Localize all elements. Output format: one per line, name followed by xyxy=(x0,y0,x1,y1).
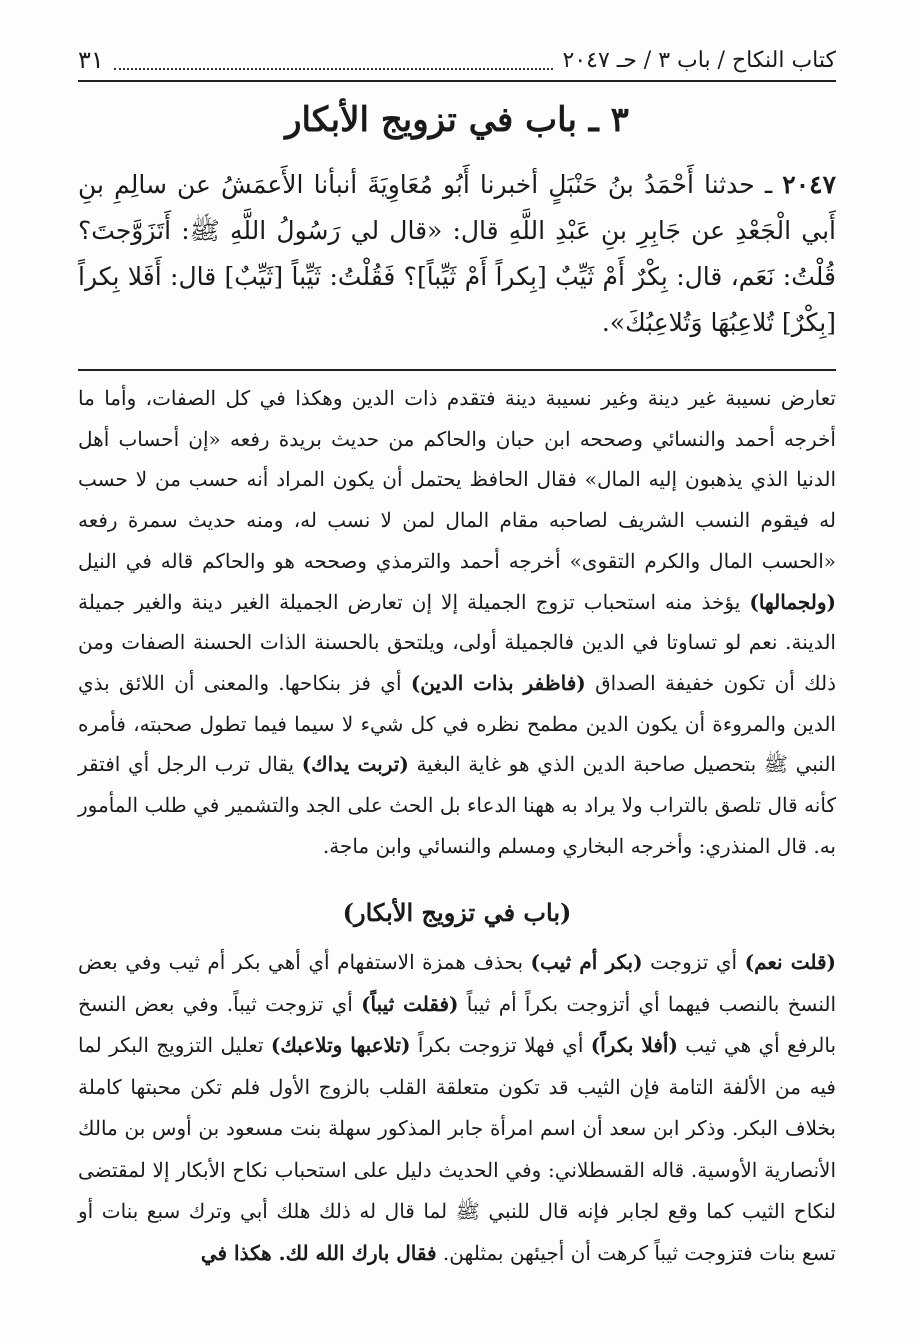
commentary-paragraph-2 xyxy=(78,942,836,1274)
commentary-text: أي فز بنكاحها. والمعنى أن اللائق بذي الدين والمروءة أن يكون الدين مطمح نظره في كل شيء لا سيما فيما تطول صحبته، فأمره النبي ﷺ بتحصيل صاحبة الدين الذي هو غاية البغية xyxy=(78,670,836,777)
commentary-term: (أفلا بكراً) xyxy=(590,1033,678,1057)
footnote-separator xyxy=(78,369,836,371)
commentary-text: تعارض نسيبة غير دينة وغير نسيبة دينة فتقدم ذات الدين وهكذا في كل الصفات، وأما ما أخرجه أحمد والنسائي وصححه ابن حبان والحاكم من حديث بريدة رفعه «إن أحساب أهل الدنيا الذي يذهبون إليه المال» فقال الحافظ يحتمل أن يكون المراد أنه حسب من لا حسب له فيقوم النسب الشريف لصاحبه مقام المال لمن لا نسب له، ومنه حديث سمرة رفعه «الحسب المال والكرم التقوى» أخرجه أحمد والترمذي وصححه هو والحاكم قاله في النيل xyxy=(78,386,836,573)
commentary-text: تعليل التزويج البكر لما فيه من الألفة التامة فإن الثيب قد تكون متعلقة القلب بالزوج الأول فلم تكن محبتها كاملة بخلاف البكر. وذكر ابن سعد أن اسم امرأة جابر المذكور سهلة بنت مسعود بن أوس بن مالك الأنصارية الأوسية. قاله القسطلاني: وفي الحديث دليل على استحباب نكاح الأبكار إلا لمقتضى لنكاح الثيب كما وقع لجابر فإنه قال للنبي ﷺ لما قال له ذلك هلك أبي وترك سبع بنات أو تسع بنات فتزوجت ثيباً كرهت أن أجيئهن بمثلهن. xyxy=(78,1033,836,1265)
header-dot-leader xyxy=(114,50,553,70)
chapter-heading: ٣ ـ باب في تزويج الأبكار xyxy=(285,100,629,140)
commentary-text: أي فهلا تزوجت بكراً xyxy=(417,1033,584,1057)
hadith-text xyxy=(78,162,836,346)
commentary-text: يؤخذ منه استحباب تزوج الجميلة إلا إن تعارض الجميلة الغير دينة والغير جميلة الدينة. نعم لو تساوتا في الدين فالجميلة أولى، ويلتحق بالحسنة الذات الحسنة الصفات ومن ذلك أن تكون خفيفة الصداق xyxy=(78,589,836,695)
commentary-paragraph xyxy=(78,378,836,866)
commentary-term: (تلاعبها وتلاعبك) xyxy=(270,1033,411,1057)
commentary-term: (فاظفر بذات الدين) xyxy=(410,670,586,695)
commentary-term: (ولجمالها) xyxy=(749,589,837,614)
commentary-text: بحذف همزة الاستفهام أي أهي بكر أم ثيب وفي بعض النسخ بالنصب فيهما أي أتزوجت بكراً أم ثيباً xyxy=(78,950,837,1016)
commentary-text: يقال ترب الرجل أي افتقر كأنه قال تلصق بالتراب ولا يراد به ههنا الدعاء بل الحث على الجد والتشمير في طلب المأمور به. قال المنذري: وأخرجه البخاري ومسلم والنسائي وابن ماجة. xyxy=(78,752,836,858)
hadith-number: ٢٠٤٧ xyxy=(782,170,836,199)
sub-heading: (باب في تزويج الأبكار) xyxy=(342,898,572,927)
page-number: ٣١ xyxy=(78,46,104,74)
hadith-body: ـ حدثنا أَحْمَدُ بنُ حَنْبَلٍ أخبرنا أَبُو مُعَاوِيَةَ أنبأنا الأَعمَشُ عن سالِمِ بنِ أَبي الْجَعْدِ عن جَابِرِ بنِ عَبْدِ اللَّهِ قال: «قال لي رَسُولُ اللَّهِ ﷺ: أَتَزَوَّجتَ؟ قُلْتُ: نَعَم، قال: بِكْرٌ أَمْ ثَيِّبٌ [بِكراً أَمْ ثَيِّباً]؟ فَقُلْتُ: ثَيِّباً [ثَيِّبٌ] قال: أَفَلا بِكراً [بِكْرٌ] تُلاعِبُهَا وَتُلاعِبُكَ». xyxy=(78,170,836,337)
running-header xyxy=(78,40,836,82)
commentary-term: (فقلت ثيباً) xyxy=(361,991,459,1016)
commentary-term: (بكر أم ثيب) xyxy=(530,950,643,974)
commentary-term: (تربت يداك) xyxy=(301,752,409,777)
commentary-term: (قلت نعم) xyxy=(744,950,837,974)
commentary-text: أي تزوجت xyxy=(650,950,738,974)
header-title: كتاب النكاح / باب ٣ / حـ ٢٠٤٧ xyxy=(562,47,836,73)
commentary-term: فقال بارك الله لك. هكذا في xyxy=(200,1240,437,1265)
commentary-text: أي تزوجت ثيباً. وفي بعض النسخ بالرفع أي هي ثيب xyxy=(78,991,837,1057)
